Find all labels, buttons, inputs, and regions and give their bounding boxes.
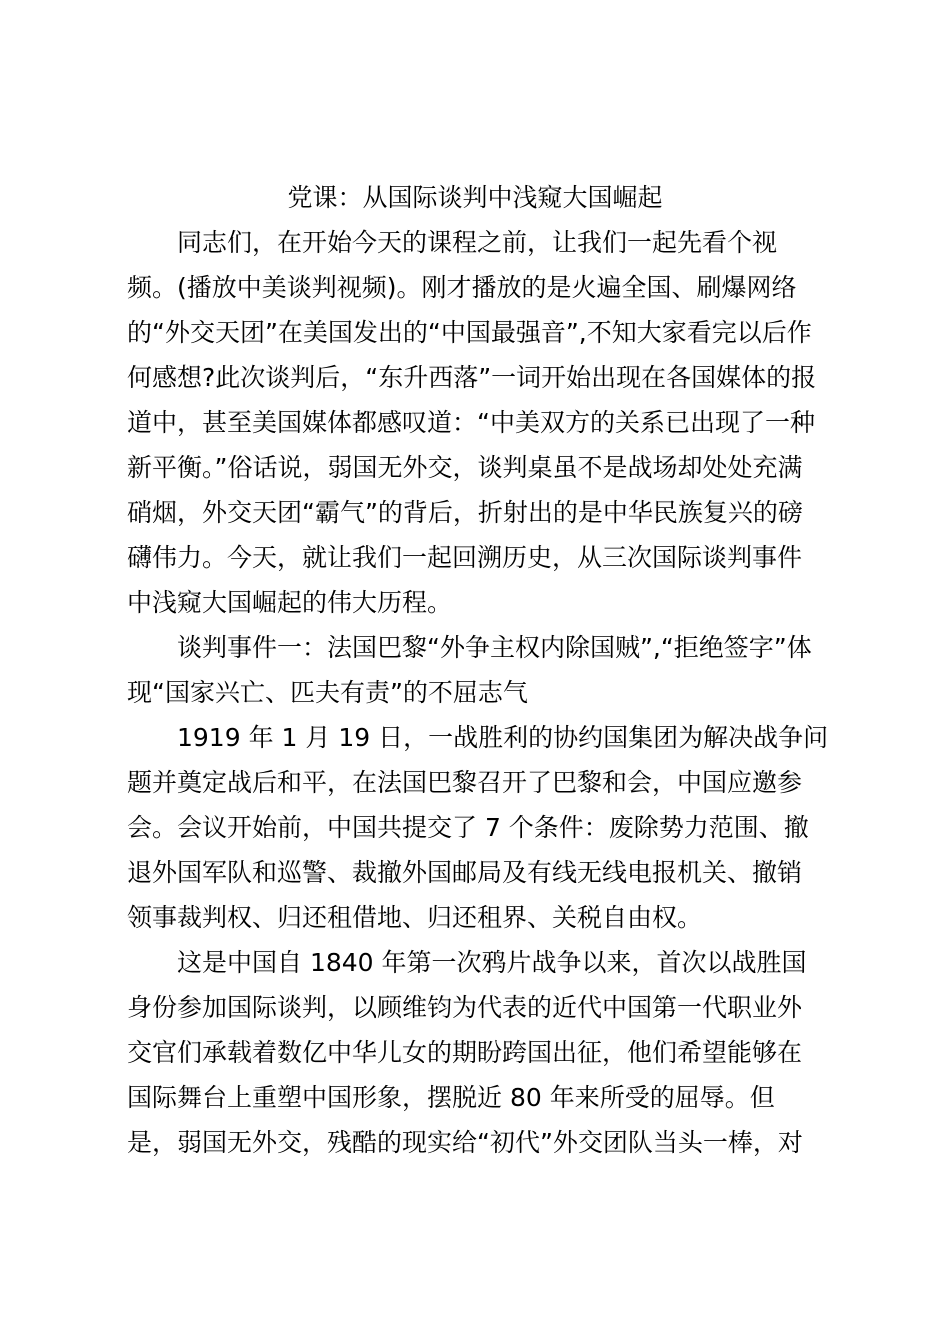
paragraph-line: 身份参加国际谈判，以顾维钧为代表的近代中国第一代职业外 (127, 993, 803, 1022)
paragraph-line: 道中，甚至美国媒体都感叹道：“中美双方的关系已出现了一种 (127, 408, 815, 437)
paragraph-line: 硝烟，外交天团“霸气”的背后，折射出的是中华民族复兴的磅 (127, 498, 803, 527)
paragraph-line: 会。会议开始前，中国共提交了 7 个条件：废除势力范围、撤 (127, 813, 809, 842)
paragraph-line: 是，弱国无外交，残酷的现实给“初代”外交团队当头一棒，对 (127, 1128, 803, 1157)
paragraph-line: 频。(播放中美谈判视频)。刚才播放的是火遍全国、刷爆网络 (127, 273, 797, 302)
paragraph-line: 领事裁判权、归还租借地、归还租界、关税自由权。 (127, 903, 703, 932)
paragraph-line: 交官们承载着数亿中华儿女的期盼跨国出征，他们希望能够在 (127, 1038, 803, 1067)
paragraph-line: 退外国军队和巡警、裁撤外国邮局及有线无线电报机关、撤销 (127, 858, 803, 887)
section-heading-line: 谈判事件一：法国巴黎“外争主权内除国贼”,“拒绝签字”体 (177, 633, 812, 662)
paragraph-line: 1919 年 1 月 19 日，一战胜利的协约国集团为解决战争问 (177, 723, 829, 752)
document-body (127, 220, 832, 1165)
paragraph-line: 题并奠定战后和平，在法国巴黎召开了巴黎和会，中国应邀参 (127, 768, 803, 797)
paragraph-line: 同志们，在开始今天的课程之前，让我们一起先看个视 (177, 228, 778, 257)
paragraph-line: 新平衡。”俗话说，弱国无外交，谈判桌虽不是战场却处处充满 (127, 453, 803, 482)
paragraph-line: 国际舞台上重塑中国形象，摆脱近 80 年来所受的屈辱。但 (127, 1083, 775, 1112)
paragraph-line: 中浅窥大国崛起的伟大历程。 (127, 588, 453, 617)
paragraph-line: 的“外交天团”在美国发出的“中国最强音”,不知大家看完以后作 (127, 318, 812, 347)
document-title: 党课：从国际谈判中浅窥大国崛起 (287, 183, 663, 212)
paragraph-line: 何感想?此次谈判后，“东升西落”一词开始出现在各国媒体的报 (127, 363, 817, 392)
paragraph-line: 这是中国自 1840 年第一次鸦片战争以来，首次以战胜国 (177, 948, 807, 977)
section-heading-line: 现“国家兴亡、匹夫有责”的不屈志气 (127, 678, 528, 707)
paragraph-line: 礴伟力。今天，就让我们一起回溯历史，从三次国际谈判事件 (127, 543, 803, 572)
